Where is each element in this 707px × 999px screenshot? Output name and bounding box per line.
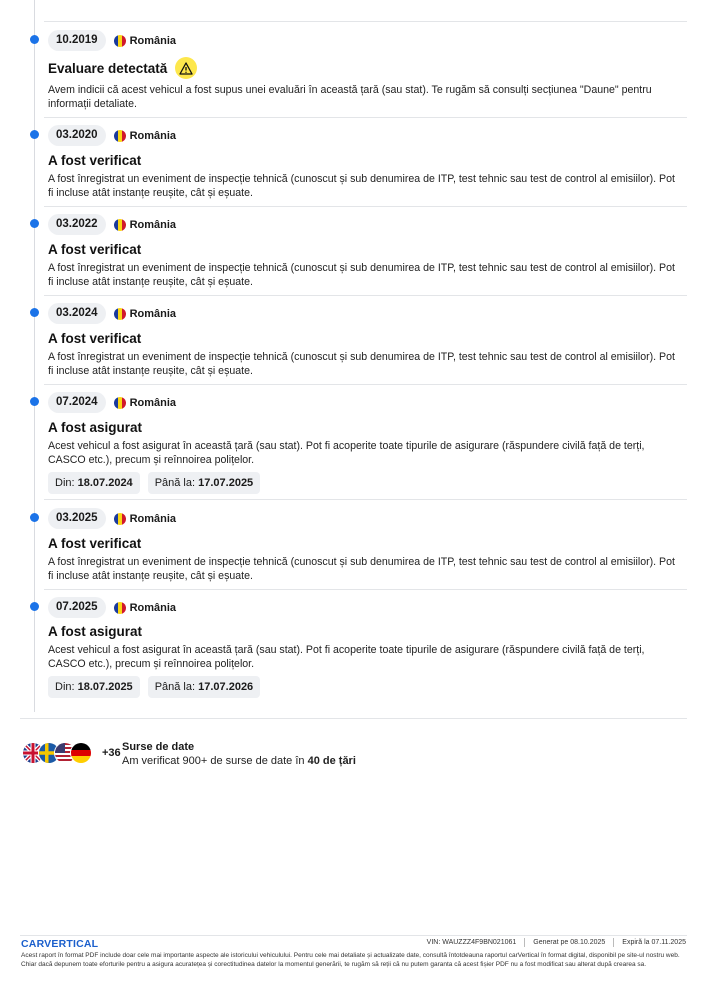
coverage-period	[48, 676, 260, 698]
country-name: România	[129, 129, 177, 142]
disclaimer-text: Acest raport în format PDF include doar cele mai importante aspecte ale istoricului vehiculului. Pentru cele mai detaliate și actualizate date, consultă întotdeauna raportul carVertical în format digital, disponibil pe site-ul nostru web. Chiar dacă depunem toate eforturile pentru a asigura acuratețea și corectitudinea datelor la momentul generării, te rugăm să reții că nu putem garanta că acest fișier PDF nu a fost modificat sau alterat după crearea sa.	[21, 952, 680, 968]
more-sources-count: +36	[102, 747, 121, 759]
date-chip: 03.2020	[48, 125, 106, 146]
data-sources	[22, 742, 121, 764]
expiry-date: Expiră la 07.11.2025	[622, 939, 686, 946]
divider	[44, 295, 687, 296]
country-label	[114, 35, 176, 47]
event-meta	[48, 508, 176, 529]
event-description: A fost înregistrat un eveniment de inspecție tehnică (cunoscut și sub denumirea de ITP, test tehnic sau test de control al emisiilor). Pot fi incluse atât instanțe reușite, cât și eșuate.	[48, 351, 675, 377]
country-label	[114, 602, 176, 614]
period-from-label: Din:	[55, 681, 75, 693]
period-to-label: Până la:	[154, 477, 196, 489]
romania-flag-icon	[114, 397, 126, 409]
timeline-dot	[30, 219, 39, 228]
event-description: A fost înregistrat un eveniment de inspecție tehnică (cunoscut și sub denumirea de ITP, test tehnic sau test de control al emisiilor). Pot fi incluse atât instanțe reușite, cât și eșuate.	[48, 262, 675, 288]
divider	[44, 499, 687, 500]
date-chip: 10.2019	[48, 30, 106, 51]
date-chip: 07.2024	[48, 392, 106, 413]
coverage-period	[48, 472, 260, 494]
event-description: Avem indicii că acest vehicul a fost supus unei evaluări în această țară (sau stat). Te rugăm să consulți secțiunea "Daune" pentru informații detaliate.	[48, 84, 652, 110]
timeline-dot	[30, 513, 39, 522]
report-meta	[427, 938, 686, 947]
event-title: A fost verificat	[48, 331, 142, 346]
timeline-dot	[30, 308, 39, 317]
event-meta	[48, 214, 176, 235]
germany-flag-icon	[70, 742, 92, 764]
event-description: Acest vehicul a fost asigurat în această țară (sau stat). Pot fi acoperite toate tipurile de asigurare (răspundere civilă față de terți, CASCO etc.), precum și reînnoirea polițelor.	[48, 440, 645, 466]
period-from-value: 18.07.2025	[77, 681, 133, 693]
event-title: A fost verificat	[48, 536, 142, 551]
data-sources-countries: 40 de țări	[307, 755, 356, 767]
country-name: România	[129, 218, 177, 231]
romania-flag-icon	[114, 602, 126, 614]
romania-flag-icon	[114, 219, 126, 231]
event-meta	[48, 392, 176, 413]
data-sources-subtitle-prefix: Am verificat 900+ de surse de date în	[122, 755, 305, 767]
divider	[44, 117, 687, 118]
event-description: Acest vehicul a fost asigurat în această țară (sau stat). Pot fi acoperite toate tipurile de asigurare (răspundere civilă față de terți, CASCO etc.), precum și reînnoirea polițelor.	[48, 644, 645, 670]
period-to-label: Până la:	[154, 681, 196, 693]
divider	[44, 384, 687, 385]
romania-flag-icon	[114, 513, 126, 525]
event-description: A fost înregistrat un eveniment de inspecție tehnică (cunoscut și sub denumirea de ITP, test tehnic sau test de control al emisiilor). Pot fi incluse atât instanțe reușite, cât și eșuate.	[48, 173, 675, 199]
country-name: România	[129, 34, 177, 47]
country-name: România	[129, 307, 177, 320]
period-from	[48, 472, 140, 494]
timeline-dot	[30, 602, 39, 611]
romania-flag-icon	[114, 130, 126, 142]
event-description: A fost înregistrat un eveniment de inspecție tehnică (cunoscut și sub denumirea de ITP, test tehnic sau test de control al emisiilor). Pot fi incluse atât instanțe reușite, cât și eșuate.	[48, 556, 675, 582]
separator	[613, 938, 614, 947]
divider	[44, 21, 687, 22]
divider	[20, 718, 687, 719]
date-chip: 03.2024	[48, 303, 106, 324]
event-title: A fost asigurat	[48, 624, 143, 639]
period-from-label: Din:	[55, 477, 75, 489]
timeline-dot	[30, 397, 39, 406]
carvertical-logo: CARVERTICAL	[21, 938, 99, 950]
date-chip: 03.2022	[48, 214, 106, 235]
event-meta	[48, 303, 176, 324]
romania-flag-icon	[114, 35, 126, 47]
period-to-value: 17.07.2025	[198, 477, 254, 489]
period-to	[148, 676, 261, 698]
period-to-value: 17.07.2026	[198, 681, 254, 693]
country-label	[114, 308, 176, 320]
country-label	[114, 130, 176, 142]
vin-label: VIN: WAUZZZ4F9BN021061	[426, 939, 517, 946]
data-sources-title: Surse de date	[122, 741, 195, 753]
event-title: A fost verificat	[48, 242, 142, 257]
divider	[44, 589, 687, 590]
event-meta	[48, 30, 176, 51]
event-title: A fost asigurat	[48, 420, 143, 435]
divider	[44, 206, 687, 207]
event-title	[48, 57, 197, 79]
generated-date: Generat pe 08.10.2025	[533, 939, 606, 946]
event-meta	[48, 597, 176, 618]
event-meta	[48, 125, 176, 146]
period-from	[48, 676, 140, 698]
romania-flag-icon	[114, 308, 126, 320]
timeline-dot	[30, 35, 39, 44]
country-name: România	[129, 601, 177, 614]
country-label	[114, 513, 176, 525]
date-chip: 07.2025	[48, 597, 106, 618]
divider	[20, 935, 687, 936]
event-title-text: Evaluare detectată	[48, 60, 168, 76]
timeline-dot	[30, 130, 39, 139]
country-label	[114, 397, 176, 409]
data-sources-text	[122, 740, 356, 768]
country-flags	[22, 742, 86, 764]
data-sources-subtitle	[122, 754, 356, 768]
separator	[524, 938, 525, 947]
event-title: A fost verificat	[48, 153, 142, 168]
country-name: România	[129, 396, 177, 409]
warning-icon	[175, 57, 197, 79]
country-label	[114, 219, 176, 231]
period-from-value: 18.07.2024	[77, 477, 133, 489]
date-chip: 03.2025	[48, 508, 106, 529]
country-name: România	[129, 512, 177, 525]
period-to	[148, 472, 261, 494]
